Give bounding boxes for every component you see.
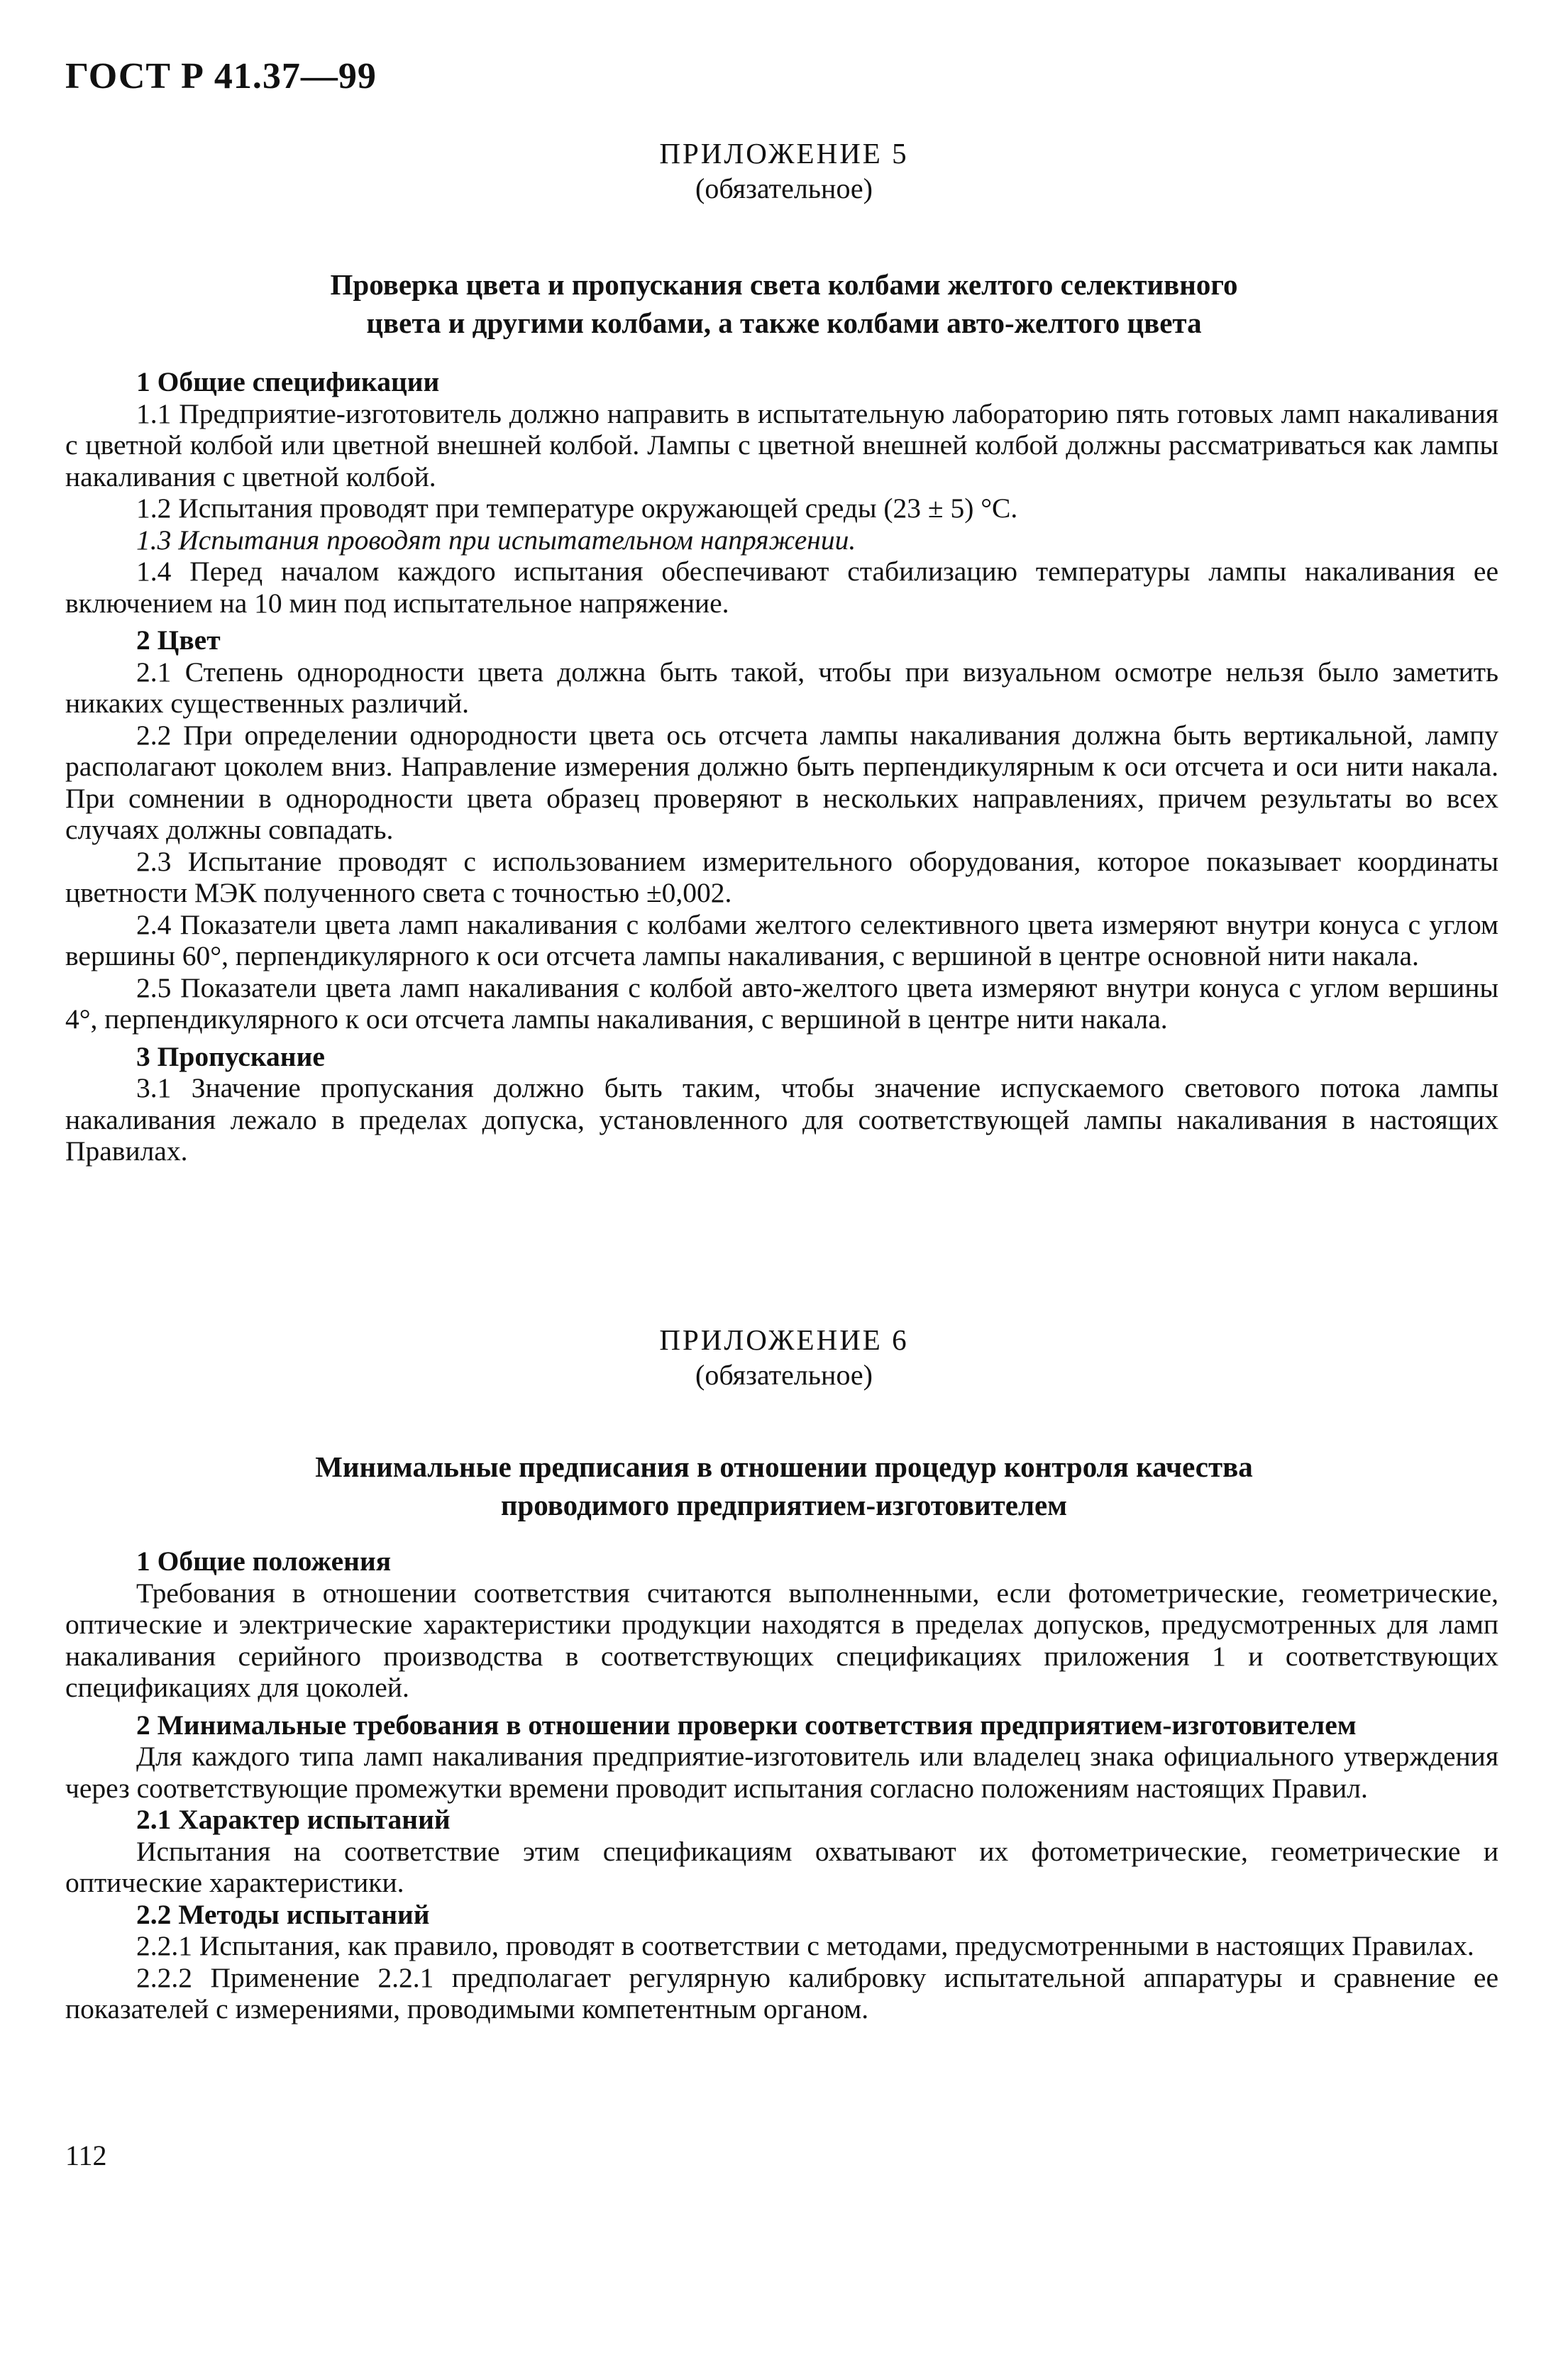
section-heading-general-provisions: 1 Общие положения [136,1546,392,1577]
annex-6-body [65,1546,1498,2025]
annex-6-heading-line-1: Минимальные предписания в отношении процедур контроля качества [315,1450,1253,1483]
paragraph-2-2-2: 2.2.2 Применение 2.2.1 предполагает регулярную калибровку испытательной аппаратуры и сравнение ее показателей с измерениями, проводимыми компетентным органом. [65,1961,1498,2025]
paragraph-minimum-requirements: Для каждого типа ламп накаливания предприятие-изготовитель или владелец знака официального утверждения через соответствующие промежутки времени проводит испытания согласно положениям настоящих Правил. [65,1741,1498,1804]
paragraph-1-4: 1.4 Перед началом каждого испытания обеспечивают стабилизацию температуры лампы накаливания ее включением на 10 мин под испытательное напряжение. [65,556,1498,619]
section-heading-general-specs: 1 Общие спецификации [136,366,440,397]
page-number: 112 [65,2139,107,2171]
annex-5-heading-line-1: Проверка цвета и пропускания света колбами желтого селективного [330,268,1238,301]
paragraph-1-2: 1.2 Испытания проводят при температуре окружающей среды (23 ± 5) °С. [136,492,1018,524]
section-heading-nature-of-tests: 2.1 Характер испытаний [136,1804,451,1835]
section-heading-color: 2 Цвет [136,624,221,656]
annex-5-body [65,366,1498,1167]
annex-6-heading-line-2: проводимого предприятием-изготовителем [500,1489,1068,1521]
annex-6-status: (обязательное) [695,1359,873,1391]
annex-6-heading [106,1448,1462,1524]
paragraph-2-2: 2.2 При определении однородности цвета ось отсчета лампы накаливания должна быть вертикальной, лампу располагают цоколем вниз. Направление измерения должно быть перпендикулярным к оси отсчета и оси нити накала. При сомнении в однородности цвета образец проверяют в нескольких направлениях, причем результаты во всех случаях должны совпадать. [65,719,1498,845]
paragraph-1-3: 1.3 Испытания проводят при испытательном напряжении. [136,524,856,556]
section-heading-minimum-requirements: 2 Минимальные требования в отношении проверки соответствия предприятием-изготовителем [136,1709,1357,1741]
annex-5-header [142,135,1426,206]
document-code: ГОСТ Р 41.37—99 [65,56,377,97]
section-heading-transmission: 3 Пропускание [136,1040,325,1072]
annex-5-heading-line-2: цвета и другими колбами, а также колбами авто-желтого цвета [366,307,1202,339]
annex-6-header [142,1321,1426,1392]
annex-5-status: (обязательное) [695,172,873,204]
paragraph-1-1: 1.1 Предприятие-изготовитель должно направить в испытательную лабораторию пять готовых ламп накаливания с цветной колбой или цветной внешней колбой. Лампы с цветной внешней колбой должны рассматриваться как лампы накаливания с цветной колбой. [65,397,1498,492]
paragraph-general-provisions: Требования в отношении соответствия считаются выполненными, если фотометрические, геометрические, оптические и электрические характеристики продукции находятся в пределах допусков, предусмотренных для ламп накаливания серийного производства в соответствующих спецификациях приложения 1 и соответствующих спецификациях для цоколей. [65,1577,1498,1703]
annex-5-title: ПРИЛОЖЕНИЕ 5 [659,137,909,170]
paragraph-nature-of-tests: Испытания на соответствие этим спецификациям охватывают их фотометрические, геометрические и оптические характеристики. [65,1835,1498,1898]
annex-5-heading [106,265,1462,342]
paragraph-2-5: 2.5 Показатели цвета ламп накаливания с колбой авто-желтого цвета измеряют внутри конуса с углом вершины 4°, перпендикулярного к оси отсчета лампы накаливания, с вершиной в центре нити накала. [65,971,1498,1035]
paragraph-2-1: 2.1 Степень однородности цвета должна быть такой, чтобы при визуальном осмотре нельзя было заметить никаких существенных различий. [65,656,1498,719]
section-heading-test-methods: 2.2 Методы испытаний [136,1898,430,1930]
paragraph-2-4: 2.4 Показатели цвета ламп накаливания с колбами желтого селективного цвета измеряют внутри конуса с углом вершины 60°, перпендикулярного к оси отсчета лампы накаливания, с вершиной в центре основной нити накала. [65,908,1498,971]
paragraph-2-3: 2.3 Испытание проводят с использованием измерительного оборудования, которое показывает координаты цветности МЭК полученного света с точностью ±0,002. [65,845,1498,908]
paragraph-3-1: 3.1 Значение пропускания должно быть таким, чтобы значение испускаемого светового потока лампы накаливания лежало в пределах допуска, установленного для соответствующей лампы накаливания в настоящих Правилах. [65,1072,1498,1167]
annex-6-title: ПРИЛОЖЕНИЕ 6 [659,1323,909,1356]
paragraph-2-2-1: 2.2.1 Испытания, как правило, проводят в соответствии с методами, предусмотренными в настоящих Правилах. [136,1930,1474,1961]
